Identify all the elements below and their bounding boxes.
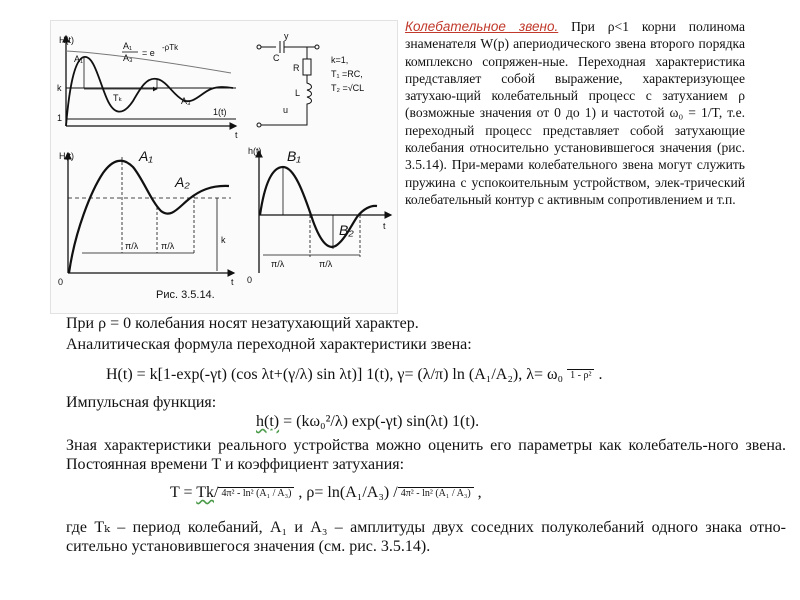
bl-k-label: k: [221, 235, 226, 245]
figure-caption: Рис. 3.5.14.: [156, 289, 215, 301]
formula-transient-sqrt: 1 - ρ²: [567, 369, 594, 381]
circuit-param: k=1,: [331, 55, 349, 65]
right-paragraph: [405, 18, 745, 208]
formula-t-slash: /: [214, 484, 219, 501]
br-half-period-label: π/λ: [271, 259, 285, 269]
bl-a1-label: A₁: [139, 148, 153, 164]
formula-rho-sqrt: 4π² - ln² (A₁ / A₃): [398, 487, 474, 499]
formula-transient-end: .: [598, 366, 603, 383]
section-title: Колебательное звено.: [405, 19, 559, 34]
br-b2-label: B₂: [339, 222, 354, 238]
tl-response-curve: [66, 57, 233, 126]
tl-x-label: t: [235, 130, 238, 140]
circuit-u-label: u: [283, 105, 289, 115]
circuit-terminal: [315, 45, 319, 49]
formula-end: ,: [473, 484, 482, 501]
br-half-period-label: π/λ: [319, 259, 333, 269]
formula-t-tk: Tk: [196, 484, 214, 501]
paragraph-p2: Аналитическая формула переходной характеристики звена:: [66, 336, 472, 353]
tl-ratio-rhs: = e: [142, 48, 155, 58]
inductor-symbol: [261, 75, 312, 125]
bottom-left-graph: [58, 148, 234, 287]
formula-t-lhs: T =: [170, 484, 197, 501]
circuit-terminal: [257, 45, 261, 49]
tl-a3-label: A₃: [181, 96, 191, 106]
formula-transient-text: H(t) = k[1-exp(-γt) (cos λt+(γ/λ) sin λt)] 1(t), γ= (λ/π) ln (A₁/A₂), λ= ω₀: [106, 366, 564, 383]
circuit-param: T₂ =√CL: [331, 83, 365, 93]
formula-t-sqrt: 4π² - ln² (A₁ / A₃): [218, 487, 294, 499]
tl-y-label: H(t): [59, 35, 74, 45]
bl-zero-label: 0: [58, 277, 64, 287]
circuit-c-label: C: [273, 53, 280, 63]
figure-svg: [51, 21, 397, 313]
br-y-label: h(t): [248, 146, 262, 156]
formula-time-constant: [170, 484, 482, 502]
formula-impulse: [256, 413, 479, 431]
tl-ratio-den: A₃: [123, 53, 133, 63]
paragraph-p1: При ρ = 0 колебания носят незатухающий характер.: [66, 315, 419, 332]
bl-a2-label: A₂: [175, 174, 190, 190]
paragraph-p4: Зная характеристики реального устройства можно оценить его параметры как колебатель-ного звена. Постоянная времени T и коэффициент затухания:: [66, 437, 786, 473]
tl-ratio-exp: -ρTk: [162, 43, 179, 52]
circuit-terminal: [257, 123, 261, 127]
bottom-right-graph: [247, 146, 391, 285]
circuit-y-label: y: [284, 31, 289, 41]
br-b1-label: B₁: [287, 148, 301, 164]
circuit-r-label: R: [293, 63, 300, 73]
tl-a1-label: A₁: [74, 54, 84, 64]
right-paragraph-body: При ρ<1 корни полинома знаменателя W(p) апериодического звена второго порядка комплексно сопряжен-ные. Переходная характеристика представляет собой выражение, характеризующее затухаю-щий колебательный процесс с затуханием ρ (возможные значения от 0 до 1) и частотой ω₀ = 1/T, т.е. переходный процесс представляет собой затухающие колебания относительно установившегося значения (рис. 3.5.14). При-мерами колебательного звена могут служить пружина с успокоительным устройством, элек-трический колебательный контур с активным сопротивлением и т.п.: [405, 19, 746, 207]
br-impulse-curve: [260, 167, 377, 247]
bl-half-period-label: π/λ: [125, 241, 139, 251]
formula-impulse-h: h(t): [256, 413, 280, 430]
circuit-l-label: L: [295, 88, 301, 98]
bl-response-curve: [69, 161, 229, 273]
tl-k-label: k: [57, 83, 62, 93]
tl-step-label: 1(t): [213, 107, 227, 117]
formula-rho: , ρ= ln(A₁/A₃) /: [294, 484, 398, 501]
bl-half-period-label: π/λ: [161, 241, 175, 251]
tl-tk-label: Tₖ: [113, 93, 123, 103]
resistor-symbol: [303, 59, 311, 75]
top-left-graph: [57, 35, 238, 140]
formula-impulse-rest: = (kω₀²/λ) exp(-γt) sin(λt) 1(t).: [279, 413, 480, 430]
paragraph-p3: Импульсная функция:: [66, 394, 217, 411]
tl-one-label: 1: [57, 113, 63, 123]
paragraph-p5: где Tₖ – период колебаний, A₁ и A₃ – амплитуды двух соседних полуколебаний одного знака отно-сительно установившегося значения (см. рис. 3.5.14).: [66, 519, 786, 555]
br-zero-label: 0: [247, 275, 253, 285]
figure-panel: [50, 20, 398, 314]
bl-y-label: H(t): [59, 151, 74, 161]
bl-x-label: t: [231, 277, 234, 287]
br-x-label: t: [383, 221, 386, 231]
circuit-top-wire: [261, 41, 315, 59]
circuit-diagram: [257, 31, 364, 127]
formula-transient: [106, 366, 602, 384]
circuit-param: T₁ =RC,: [331, 69, 363, 79]
tl-ratio-num: A₁: [123, 41, 133, 51]
